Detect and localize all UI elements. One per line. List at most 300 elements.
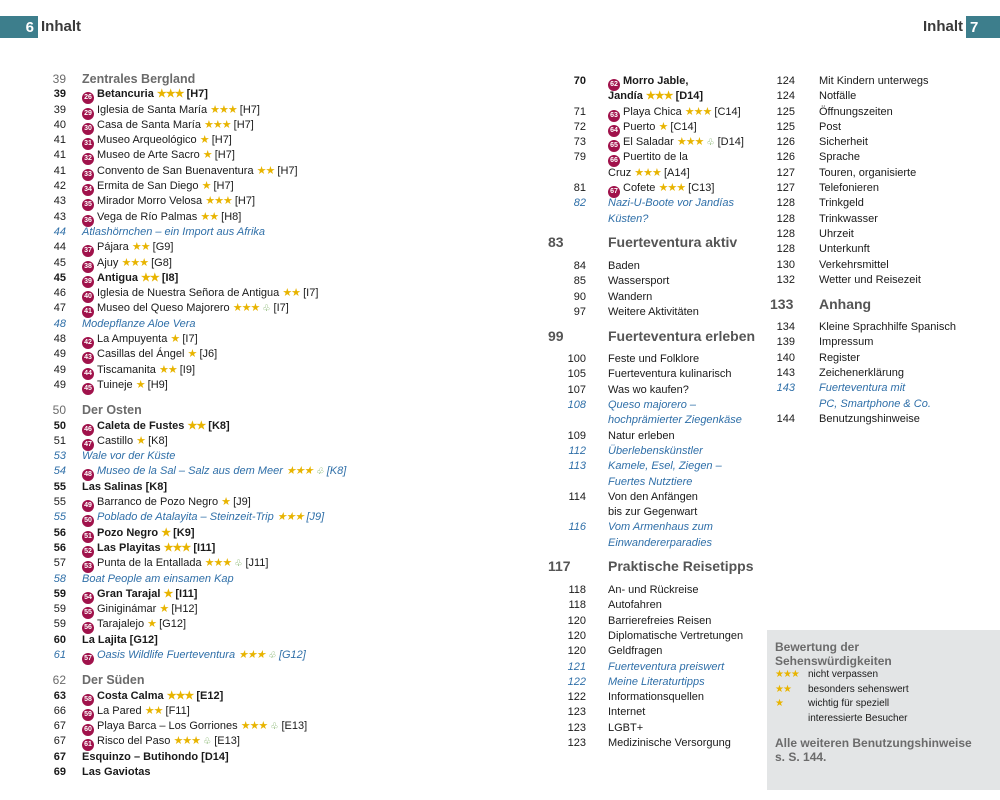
legend-text: besonders sehenswert [808, 683, 909, 695]
sight-number-badge: 57 [82, 653, 94, 665]
toc-page-number [548, 475, 586, 490]
entry-title: Fuerteventura kulinarisch [608, 368, 732, 381]
map-reference: [K9] [173, 526, 195, 539]
toc-entry-text [819, 351, 860, 366]
toc-entry[interactable] [548, 352, 768, 367]
rating-stars: ★★★ [676, 136, 704, 149]
toc-entry[interactable] [36, 271, 476, 286]
nature-icon: ♧ [315, 466, 324, 477]
toc-entry[interactable] [36, 179, 476, 194]
toc-entry-text [819, 381, 905, 396]
toc-entry[interactable] [36, 286, 476, 301]
toc-page-number: 56 [53, 526, 66, 539]
sight-number-badge: 36 [82, 215, 94, 227]
toc-entry[interactable] [770, 120, 1000, 135]
toc-entry-text [82, 133, 232, 148]
toc-entry[interactable] [548, 212, 768, 227]
toc-entry[interactable] [548, 536, 768, 551]
entry-title: Tuineje [97, 378, 133, 391]
toc-entry[interactable] [770, 412, 1000, 427]
sight-number-badge: 52 [82, 546, 94, 558]
rating-stars: ★★ [187, 419, 206, 432]
toc-entry[interactable] [548, 614, 768, 629]
entry-title: Iglesia de Nuestra Señora de Antigua [97, 287, 280, 300]
sight-number-badge: 60 [82, 724, 94, 736]
entry-title: Punta de la Entallada [97, 557, 202, 570]
toc-entry[interactable] [770, 381, 1000, 396]
toc-entry[interactable] [36, 301, 476, 316]
toc-entry-text [82, 673, 145, 688]
toc-entry[interactable] [770, 242, 1000, 257]
map-reference: [I7] [273, 302, 289, 315]
toc-entry-text [82, 363, 195, 378]
entry-title: Zeichenerklärung [819, 367, 904, 380]
rating-stars: ★ [201, 180, 211, 193]
entry-title: Medizinische Versorgung [608, 736, 731, 749]
entry-title: Impressum [819, 336, 874, 349]
toc-entry[interactable] [36, 434, 476, 449]
entry-title: Wandern [608, 290, 653, 303]
toc-page-number: 123 [567, 721, 586, 734]
rating-stars: ★★ [282, 287, 301, 300]
toc-entry[interactable] [548, 367, 768, 382]
toc-entry-text [82, 403, 142, 418]
legend-text: interessierte Besucher [808, 712, 908, 724]
toc-entry[interactable] [770, 227, 1000, 242]
toc-entry[interactable] [548, 305, 768, 320]
toc-entry[interactable] [548, 274, 768, 289]
rating-stars: ★ [202, 149, 212, 162]
spacer [36, 393, 476, 403]
rating-stars: ★★★ [240, 720, 268, 733]
toc-page-number: 127 [776, 166, 795, 179]
toc-entry[interactable] [36, 719, 476, 734]
entry-title: Museo Arqueológico [97, 134, 197, 147]
toc-page-number: 122 [567, 675, 586, 688]
map-reference: [G12] [159, 618, 186, 631]
toc-entry[interactable] [36, 378, 476, 393]
toc-entry[interactable] [36, 648, 476, 663]
toc-entry[interactable] [770, 273, 1000, 288]
legend-text: nicht verpassen [808, 669, 879, 680]
sight-number-badge: 44 [82, 368, 94, 380]
nature-icon: ♧ [270, 721, 279, 732]
toc-entry[interactable] [770, 89, 1000, 104]
entry-title: Touren, organisierte [819, 166, 917, 179]
toc-entry[interactable] [36, 317, 476, 332]
toc-entry[interactable] [548, 629, 768, 644]
header-right [500, 16, 1000, 38]
toc-entry[interactable] [36, 363, 476, 378]
toc-entry-text [819, 150, 860, 165]
toc-page-number: 44 [53, 225, 66, 238]
toc-page-number: 130 [776, 258, 795, 271]
toc-page-number: 124 [776, 90, 795, 103]
entry-title: Antigua [97, 271, 138, 284]
sight-number-badge: 37 [82, 245, 94, 257]
entry-title: Museo de la Sal – Salz aus dem Meer [97, 465, 283, 478]
toc-entry[interactable] [548, 721, 768, 736]
toc-entry[interactable] [36, 704, 476, 719]
toc-entry[interactable] [36, 403, 476, 418]
toc-entry[interactable] [770, 181, 1000, 196]
toc-entry-text [608, 413, 742, 428]
toc-entry[interactable] [36, 480, 476, 495]
toc-entry-text [608, 150, 688, 165]
toc-page-number: 47 [53, 302, 66, 315]
rating-stars: ★ [199, 134, 209, 147]
toc-entry[interactable] [36, 449, 476, 464]
toc-entry[interactable] [548, 290, 768, 305]
toc-entry[interactable] [548, 660, 768, 675]
toc-page-number: 128 [776, 243, 795, 256]
map-reference: [E13] [214, 735, 240, 748]
rating-stars: ★★★ [232, 302, 260, 315]
toc-entry-text [82, 148, 235, 163]
entry-title: Pájara [97, 241, 129, 254]
entry-title: Küsten? [608, 212, 649, 225]
toc-entry[interactable] [36, 689, 476, 704]
toc-entry[interactable] [548, 413, 768, 428]
rating-stars: ★★★ [156, 88, 184, 101]
toc-entry[interactable] [36, 210, 476, 225]
legend-title-2: Sehenswürdigkeiten [775, 654, 892, 668]
toc-entry-text [819, 89, 856, 104]
toc-entry[interactable] [770, 335, 1000, 350]
header-title-right: Inhalt [923, 18, 963, 35]
toc-entry-text [608, 705, 645, 720]
map-reference: [J11] [245, 557, 269, 570]
toc-entry[interactable] [770, 166, 1000, 181]
entry-title: Baden [608, 259, 640, 272]
rating-stars: ★ [136, 434, 146, 447]
toc-entry[interactable] [36, 240, 476, 255]
toc-entry[interactable] [770, 366, 1000, 381]
entry-title: Casillas del Ángel [97, 348, 185, 361]
toc-entry[interactable] [36, 419, 476, 434]
toc-entry-text [608, 644, 662, 659]
toc-entry-text [82, 332, 198, 347]
toc-entry[interactable] [548, 166, 768, 181]
section-page-number: 133 [770, 295, 794, 312]
toc-entry[interactable] [770, 135, 1000, 150]
nature-icon: ♧ [262, 303, 271, 314]
map-reference: [H8] [221, 210, 242, 223]
entry-title: Puertito de la [623, 151, 688, 164]
entry-title: Convento de San Buenaventura [97, 164, 254, 177]
toc-entry[interactable] [548, 705, 768, 720]
toc-entry[interactable] [548, 583, 768, 598]
toc-page-number: 41 [53, 164, 66, 177]
toc-entry[interactable] [36, 587, 476, 602]
toc-entry-text [819, 196, 864, 211]
toc-entry-text [819, 105, 893, 120]
toc-entry-text [82, 286, 318, 301]
toc-entry-text [608, 166, 690, 181]
toc-entry[interactable] [770, 351, 1000, 366]
entry-title: Informationsquellen [608, 691, 705, 704]
toc-entry[interactable] [36, 750, 476, 765]
entry-title: Mirador Morro Velosa [97, 195, 203, 208]
map-reference: [J6] [199, 348, 218, 361]
sight-number-badge: 46 [82, 424, 94, 436]
toc-entry[interactable] [548, 259, 768, 274]
toc-page-number [548, 536, 586, 551]
toc-entry[interactable] [36, 541, 476, 556]
toc-entry[interactable] [548, 598, 768, 613]
toc-entry[interactable] [548, 398, 768, 413]
toc-entry-text [608, 536, 712, 551]
legend-row [775, 697, 995, 712]
toc-entry[interactable] [770, 196, 1000, 211]
toc-entry[interactable] [548, 89, 768, 104]
toc-entry[interactable] [36, 72, 476, 87]
toc-page-number: 48 [53, 317, 66, 330]
map-reference: [I9] [179, 363, 196, 376]
toc-entry[interactable] [36, 133, 476, 148]
toc-entry-text [82, 118, 254, 133]
entry-title: El Saladar [623, 136, 674, 149]
toc-page-number: 57 [53, 557, 66, 570]
toc-entry[interactable] [770, 74, 1000, 89]
toc-page-number: 79 [573, 151, 586, 164]
entry-title: Tiscamanita [97, 363, 156, 376]
toc-entry-text [82, 317, 196, 332]
legend-rows [775, 668, 995, 726]
toc-entry-text [608, 444, 703, 459]
toc-entry[interactable] [548, 135, 768, 150]
sight-number-badge: 43 [82, 352, 94, 364]
rating-stars: ★★★ [121, 256, 149, 269]
toc-entry[interactable] [36, 526, 476, 541]
toc-page-number: 39 [53, 103, 66, 116]
entry-title: Las Playitas [97, 541, 161, 554]
map-reference: [H7] [233, 118, 254, 131]
entry-title: Vom Armenhaus zum [608, 521, 713, 534]
toc-entry-text [608, 520, 713, 535]
sight-number-badge: 48 [82, 469, 94, 481]
toc-entry[interactable] [548, 644, 768, 659]
toc-entry-text [819, 181, 879, 196]
toc-page-number: 128 [776, 227, 795, 240]
toc-page-number: 107 [567, 383, 586, 396]
rating-stars: ★★★ [238, 648, 265, 661]
sight-number-badge: 66 [608, 155, 620, 167]
entry-title: PC, Smartphone & Co. [819, 397, 931, 410]
rating-stars: ★★★ [204, 557, 232, 570]
toc-entry[interactable] [548, 459, 768, 474]
toc-entry[interactable] [36, 464, 476, 479]
sight-number-badge: 65 [608, 140, 620, 152]
toc-entry-text [82, 495, 251, 510]
section-title: Praktische Reisetipps [608, 558, 754, 575]
map-reference: [D14] [675, 90, 704, 103]
toc-entry[interactable] [548, 520, 768, 535]
entry-title: Post [819, 120, 842, 133]
toc-entry[interactable] [36, 602, 476, 617]
toc-entry-text [608, 352, 699, 367]
entry-title: Trinkwasser [819, 212, 878, 225]
toc-entry[interactable] [36, 556, 476, 571]
entry-title: Modepflanze Aloe Vera [82, 317, 196, 330]
toc-entry-text [82, 225, 265, 240]
toc-entry[interactable] [36, 256, 476, 271]
toc-entry[interactable] [36, 332, 476, 347]
map-reference: [I7] [182, 333, 198, 346]
toc-page-number: 143 [776, 367, 795, 380]
toc-entry[interactable] [548, 736, 768, 751]
toc-entry[interactable] [548, 444, 768, 459]
toc-page-number [548, 166, 586, 181]
toc-page-number: 48 [53, 333, 66, 346]
entry-title: Vega de Río Palmas [97, 210, 198, 223]
entry-title: LGBT+ [608, 721, 644, 734]
toc-page-number: 127 [776, 182, 795, 195]
entry-title: Was wo kaufen? [608, 383, 689, 396]
entry-title: Feste und Folklore [608, 353, 700, 366]
entry-title: Jandía [608, 90, 643, 103]
entry-title: Boat People am einsamen Kap [82, 572, 234, 585]
toc-entry-text [82, 210, 241, 225]
toc-entry[interactable] [36, 148, 476, 163]
toc-entry-text [819, 74, 928, 89]
toc-entry[interactable] [36, 765, 476, 780]
toc-entry[interactable] [548, 675, 768, 690]
toc-entry[interactable] [548, 196, 768, 211]
toc-page-number: 67 [53, 720, 66, 733]
toc-entry[interactable] [36, 572, 476, 587]
toc-page-number: 109 [567, 429, 586, 442]
entry-title: Las Gaviotas [82, 766, 151, 779]
toc-entry[interactable] [548, 505, 768, 520]
toc-entry-text [608, 583, 699, 598]
entry-title: Meine Literaturtipps [608, 675, 705, 688]
toc-page-number: 46 [53, 287, 66, 300]
rating-stars: ★★★ [634, 166, 661, 179]
toc-entry[interactable] [770, 258, 1000, 273]
rating-stars: ★ [170, 333, 180, 346]
toc-page-number: 134 [776, 321, 795, 334]
entry-title: Poblado de Atalayita – Steinzeit-Trip [97, 511, 274, 524]
toc-page-number: 59 [53, 618, 66, 631]
map-reference: [F11] [165, 704, 190, 717]
nature-icon: ♧ [203, 736, 212, 747]
toc-entry-text [82, 378, 168, 393]
toc-entry[interactable] [36, 510, 476, 525]
toc-entry[interactable] [36, 103, 476, 118]
toc-entry[interactable] [770, 150, 1000, 165]
rating-stars: ★★★ [210, 103, 237, 116]
sight-number-badge: 42 [82, 337, 94, 349]
entry-title: Weitere Aktivitäten [608, 305, 699, 318]
toc-page-number: 41 [53, 149, 66, 162]
toc-entry[interactable] [36, 164, 476, 179]
toc-page-number: 82 [573, 197, 586, 210]
toc-entry[interactable] [36, 194, 476, 209]
toc-entry[interactable] [770, 397, 1000, 412]
toc-entry[interactable] [36, 617, 476, 632]
toc-entry-text [82, 256, 172, 271]
toc-entry-text [82, 103, 260, 118]
toc-entry[interactable] [36, 225, 476, 240]
entry-title: Queso majorero – [608, 399, 697, 412]
toc-entry[interactable] [548, 150, 768, 165]
sight-number-badge: 31 [82, 138, 94, 150]
toc-page-number: 126 [776, 136, 795, 149]
toc-entry[interactable] [548, 105, 768, 120]
toc-entry[interactable] [548, 475, 768, 490]
entry-title: hochprämierter Ziegenkäse [608, 414, 742, 427]
entry-title: Ermita de San Diego [97, 180, 199, 193]
toc-entry-text [82, 617, 186, 632]
section-page-number: 99 [548, 327, 564, 344]
sight-number-badge: 58 [82, 694, 94, 706]
entry-title: Barrierefreies Reisen [608, 614, 712, 627]
entry-title: Uhrzeit [819, 227, 854, 240]
sight-number-badge: 35 [82, 199, 94, 211]
toc-entry-text [82, 572, 234, 587]
toc-page-number: 97 [573, 305, 586, 318]
toc-entry[interactable] [36, 633, 476, 648]
toc-entry[interactable] [548, 490, 768, 505]
toc-entry[interactable] [770, 212, 1000, 227]
entry-title: Der Osten [82, 403, 142, 418]
section-title: Anhang [819, 295, 872, 312]
map-reference: [H9] [147, 378, 168, 391]
entry-title: Fuerteventura mit [819, 382, 906, 395]
nature-icon: ♧ [706, 137, 715, 148]
entry-title: Morro Jable, [623, 75, 689, 87]
toc-entry[interactable] [36, 118, 476, 133]
toc-entry-text [82, 648, 306, 663]
toc-entry[interactable] [548, 120, 768, 135]
toc-entry[interactable] [548, 74, 768, 89]
nature-icon: ♧ [234, 558, 243, 569]
sight-number-badge: 61 [82, 739, 94, 751]
toc-entry[interactable] [36, 673, 476, 688]
toc-entry[interactable] [36, 87, 476, 102]
toc-entry[interactable] [548, 690, 768, 705]
toc-entry[interactable] [548, 383, 768, 398]
toc-entry[interactable] [770, 320, 1000, 335]
entry-title: Autofahren [608, 599, 662, 612]
toc-entry[interactable] [36, 495, 476, 510]
map-reference: [I8] [161, 271, 179, 284]
toc-entry[interactable] [548, 429, 768, 444]
toc-entry[interactable] [36, 347, 476, 362]
toc-page-number: 73 [573, 136, 586, 149]
entry-title: Natur erleben [608, 429, 675, 442]
toc-page-number: 128 [776, 197, 795, 210]
toc-entry-text [819, 242, 870, 257]
entry-title: Museo del Queso Majorero [97, 302, 230, 315]
entry-title: Unterkunft [819, 243, 870, 256]
toc-entry[interactable] [548, 181, 768, 196]
rating-stars: ★★ [200, 210, 219, 223]
rating-stars: ★★★ [684, 105, 712, 118]
rating-stars: ★★★ [645, 90, 673, 103]
toc-entry[interactable] [36, 734, 476, 749]
toc-page-number: 71 [573, 105, 586, 118]
legend-stars: ★★★ [775, 669, 799, 680]
toc-page-number: 120 [567, 614, 586, 627]
toc-page-number: 100 [567, 353, 586, 366]
toc-entry[interactable] [770, 105, 1000, 120]
rating-stars: ★★★ [285, 465, 313, 478]
toc-entry-text [608, 429, 675, 444]
entry-title: Las Salinas [K8] [82, 480, 167, 493]
toc-page-number [770, 397, 795, 412]
